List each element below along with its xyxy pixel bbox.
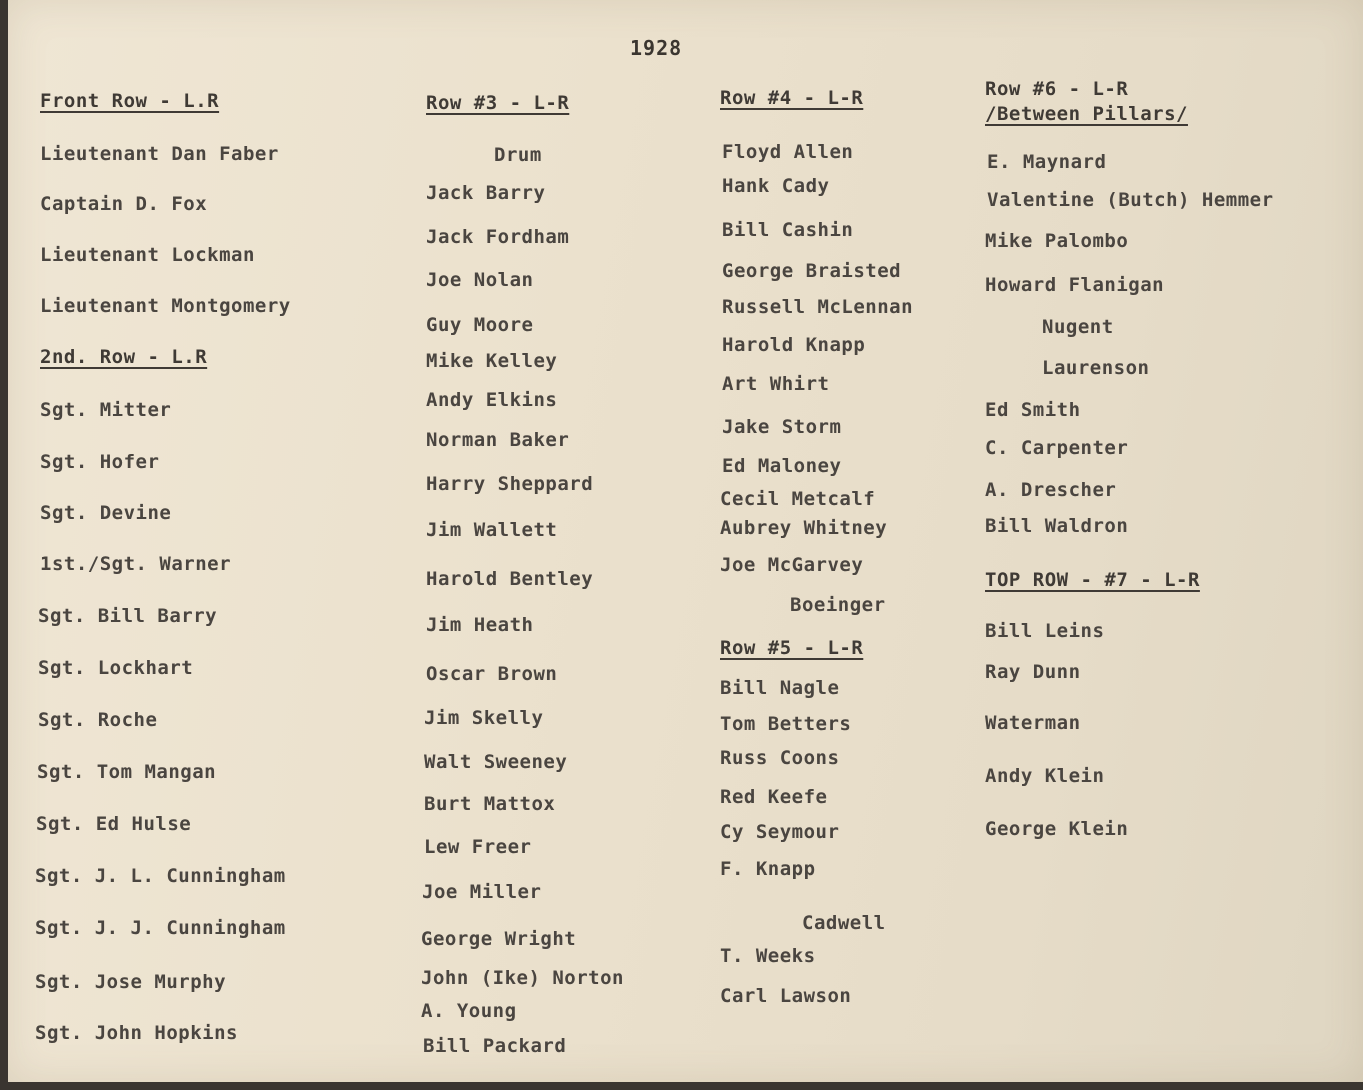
roster-name: Bill Waldron (985, 515, 1129, 537)
roster-name: Andy Klein (985, 765, 1105, 787)
roster-name: Captain D. Fox (40, 193, 208, 215)
roster-name: 1st./Sgt. Warner (40, 553, 232, 575)
roster-name: Art Whirt (722, 373, 830, 395)
roster-name: John (Ike) Norton (421, 967, 624, 989)
roster-name: C. Carpenter (985, 437, 1129, 459)
roster-name: Jake Storm (722, 416, 842, 438)
section-heading: Row #4 - L-R (720, 87, 864, 109)
roster-name: T. Weeks (720, 945, 816, 967)
roster-name: Jim Skelly (424, 707, 544, 729)
roster-name: E. Maynard (987, 151, 1107, 173)
roster-name: Sgt. Bill Barry (38, 605, 218, 627)
section-heading: Front Row - L.R (40, 90, 220, 112)
roster-name: Sgt. John Hopkins (35, 1022, 238, 1044)
roster-name: A. Drescher (985, 479, 1117, 501)
roster-name: Bill Cashin (722, 219, 854, 241)
roster-name: Russ Coons (720, 747, 840, 769)
roster-name: Harry Sheppard (426, 473, 594, 495)
roster-name: Norman Baker (426, 429, 570, 451)
roster-name: Sgt. Lockhart (38, 657, 194, 679)
roster-name: George Braisted (722, 260, 902, 282)
roster-name: Lew Freer (424, 836, 532, 858)
roster-name: Nugent (1042, 316, 1114, 338)
roster-name: Jack Barry (426, 182, 546, 204)
roster-name: Mike Palombo (985, 230, 1129, 252)
roster-name: Lieutenant Lockman (40, 244, 255, 266)
roster-name: Lieutenant Dan Faber (40, 143, 279, 165)
roster-name: Ed Smith (985, 399, 1081, 421)
roster-name: Drum (494, 144, 542, 166)
roster-name: Howard Flanigan (985, 274, 1165, 296)
roster-name: Sgt. Tom Mangan (37, 761, 217, 783)
roster-name: Aubrey Whitney (720, 517, 888, 539)
roster-name: Burt Mattox (424, 793, 556, 815)
roster-name: Hank Cady (722, 175, 830, 197)
roster-name: Sgt. Hofer (40, 451, 160, 473)
roster-name: Red Keefe (720, 786, 828, 808)
roster-name: Joe Miller (422, 881, 542, 903)
roster-name: F. Knapp (720, 858, 816, 880)
page-title: 1928 (630, 36, 683, 60)
roster-name: Oscar Brown (426, 663, 558, 685)
section-heading: Row #3 - L-R (426, 92, 570, 114)
roster-name: Walt Sweeney (424, 751, 568, 773)
roster-name: Sgt. Mitter (40, 399, 172, 421)
section-heading: /Between Pillars/ (985, 103, 1188, 125)
roster-name: Joe Nolan (426, 269, 534, 291)
roster-name: Jim Heath (426, 614, 534, 636)
roster-name: Harold Bentley (426, 568, 594, 590)
roster-name: Floyd Allen (722, 141, 854, 163)
roster-name: Laurenson (1042, 357, 1150, 379)
roster-name: Harold Knapp (722, 334, 866, 356)
section-heading: Row #6 - L-R (985, 78, 1129, 100)
roster-name: Bill Nagle (720, 677, 840, 699)
roster-name: Tom Betters (720, 713, 852, 735)
roster-name: Mike Kelley (426, 350, 558, 372)
roster-name: Cadwell (802, 912, 886, 934)
roster-name: Sgt. J. J. Cunningham (35, 917, 286, 939)
roster-name: Jack Fordham (426, 226, 570, 248)
section-heading: Row #5 - L-R (720, 637, 864, 659)
roster-name: Bill Packard (423, 1035, 567, 1057)
roster-name: Lieutenant Montgomery (40, 295, 291, 317)
roster-name: Andy Elkins (426, 389, 558, 411)
roster-name: Boeinger (790, 594, 886, 616)
roster-name: Joe McGarvey (720, 554, 864, 576)
section-heading: 2nd. Row - L.R (40, 346, 208, 368)
roster-name: Sgt. Jose Murphy (35, 971, 227, 993)
roster-name: Waterman (985, 712, 1081, 734)
roster-name: Cecil Metcalf (720, 488, 876, 510)
roster-name: George Klein (985, 818, 1129, 840)
roster-name: Jim Wallett (426, 519, 558, 541)
roster-name: A. Young (421, 1000, 517, 1022)
roster-name: Ray Dunn (985, 661, 1081, 683)
roster-name: Sgt. Ed Hulse (36, 813, 192, 835)
roster-name: Sgt. J. L. Cunningham (35, 865, 286, 887)
roster-name: Guy Moore (426, 314, 534, 336)
roster-name: Sgt. Roche (38, 709, 158, 731)
roster-name: Russell McLennan (722, 296, 914, 318)
roster-name: Cy Seymour (720, 821, 840, 843)
roster-name: George Wright (421, 928, 577, 950)
roster-name: Sgt. Devine (40, 502, 172, 524)
section-heading: TOP ROW - #7 - L-R (985, 569, 1200, 591)
roster-name: Bill Leins (985, 620, 1105, 642)
roster-name: Carl Lawson (720, 985, 852, 1007)
roster-name: Ed Maloney (722, 455, 842, 477)
roster-name: Valentine (Butch) Hemmer (987, 189, 1274, 211)
